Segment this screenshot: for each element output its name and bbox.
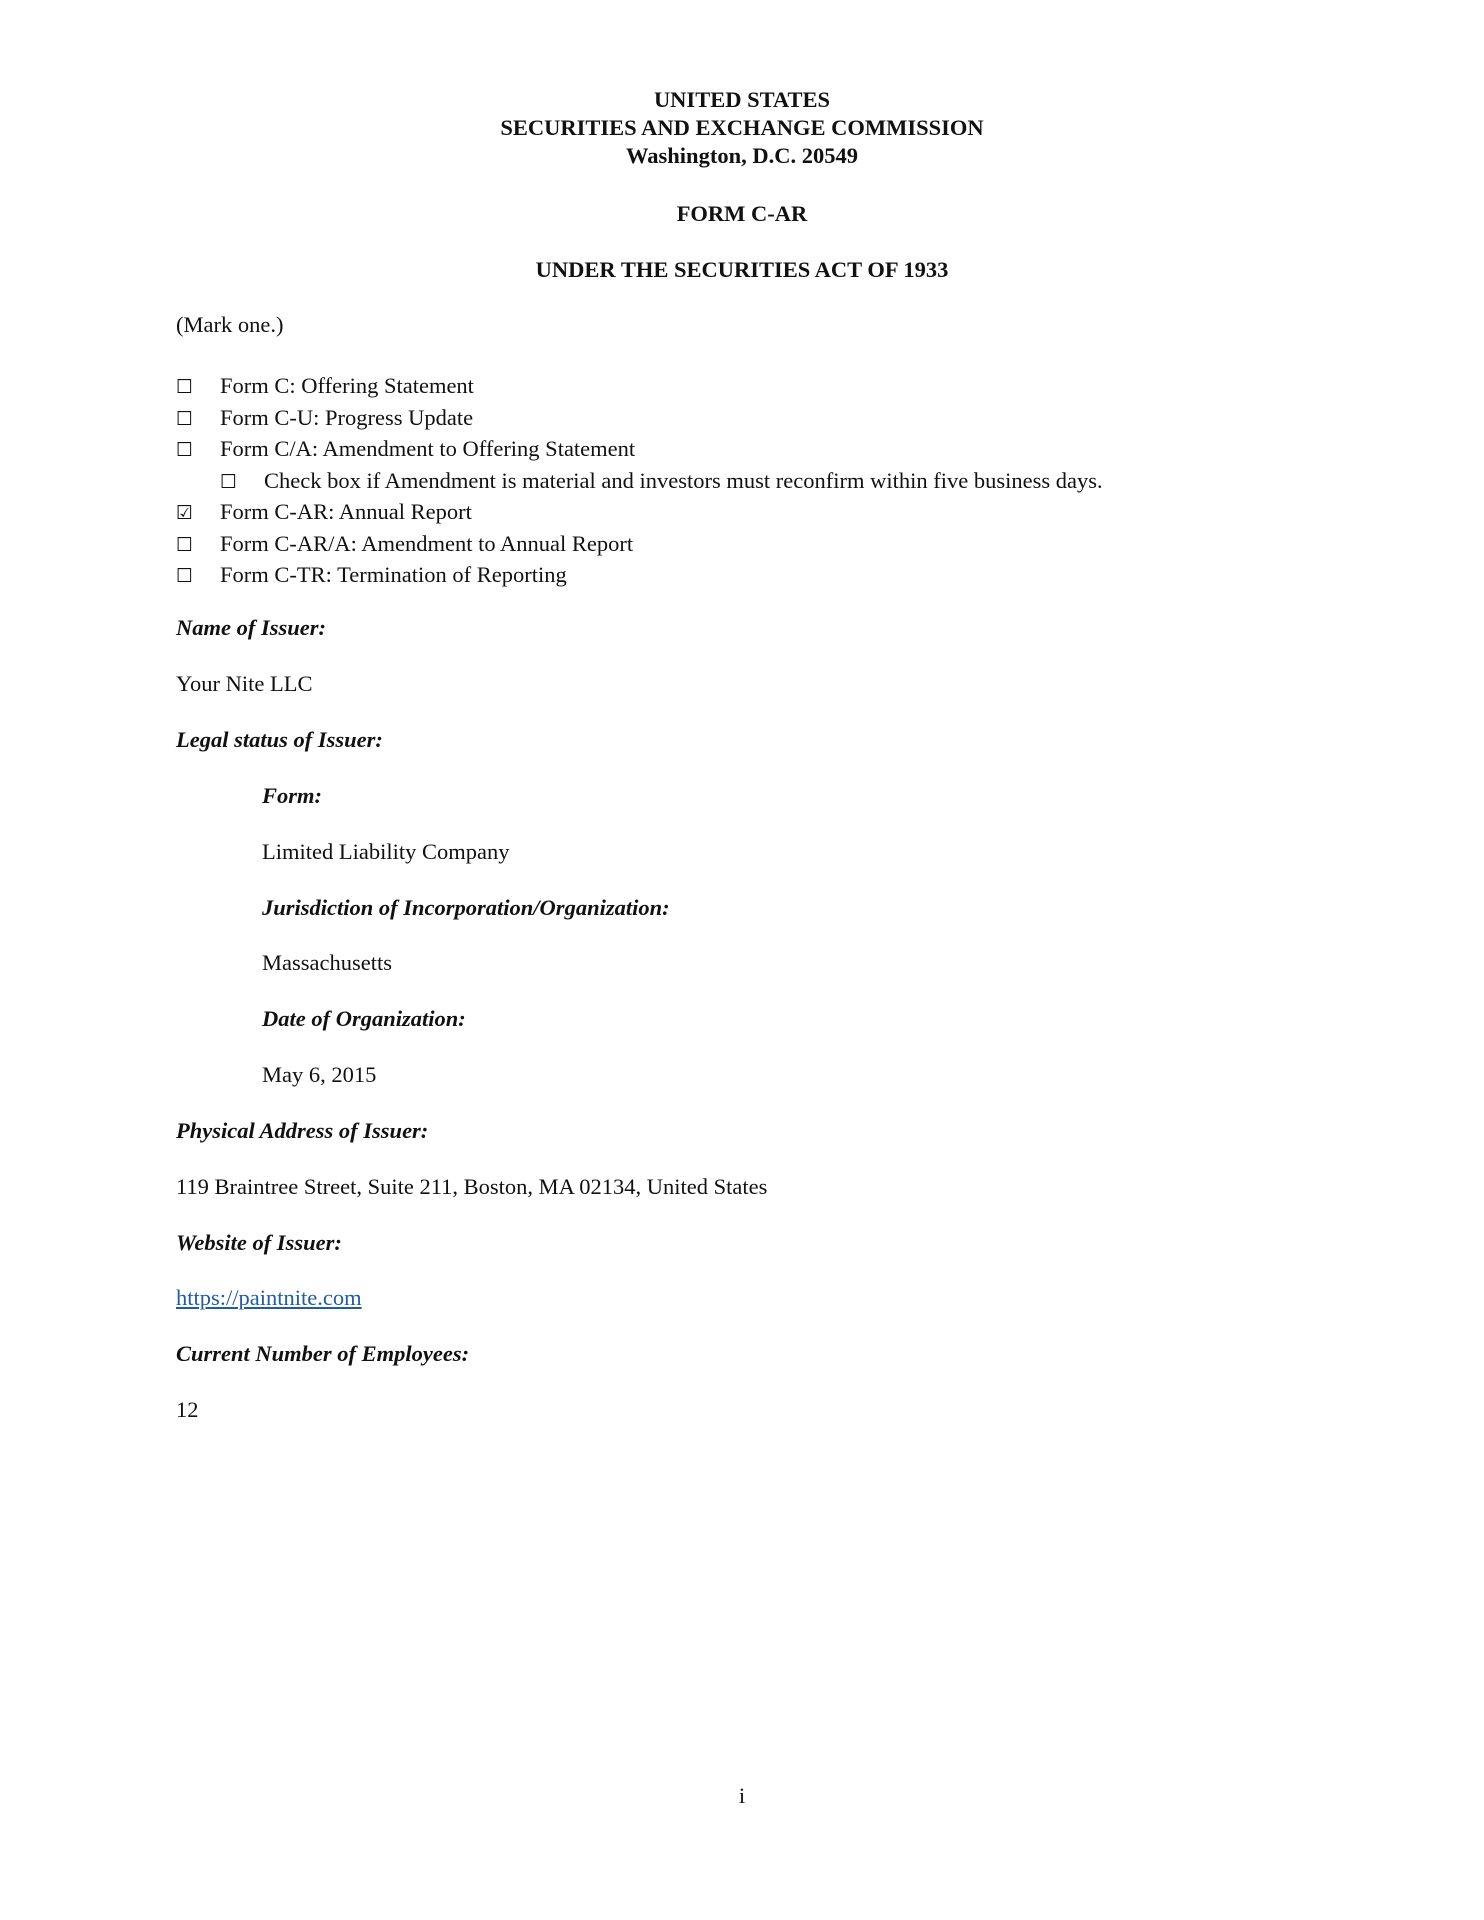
header-country: UNITED STATES: [653, 87, 831, 112]
checkbox-icon[interactable]: ☐: [176, 533, 194, 556]
option-label: Form C-AR/A: Amendment to Annual Report: [220, 530, 634, 556]
option-form-c[interactable]: [176, 370, 1326, 402]
issuer-name-label: Name of Issuer:: [176, 615, 326, 640]
checkbox-icon[interactable]: ☐: [176, 565, 194, 587]
form-type-checklist: [176, 370, 1326, 591]
option-form-c-a[interactable]: [176, 433, 1326, 465]
option-label: Check box if Amendment is material and investors must reconfirm within five business days.: [264, 467, 1103, 493]
checked-checkbox-icon[interactable]: ☑: [176, 502, 194, 524]
checkbox-icon[interactable]: ☐: [176, 376, 194, 398]
option-material-amendment[interactable]: [176, 465, 1326, 497]
physical-address: 119 Braintree Street, Suite 211, Boston, MA 02134, United States: [176, 1174, 768, 1199]
option-label: Form C-TR: Termination of Reporting: [220, 562, 567, 587]
date-of-organization: May 6, 2015: [262, 1062, 377, 1087]
mark-one-instruction: (Mark one.): [176, 312, 284, 337]
header-address: Washington, D.C. 20549: [626, 143, 858, 168]
date-of-organization-label: Date of Organization:: [262, 1006, 466, 1031]
checkbox-icon[interactable]: ☐: [176, 439, 194, 461]
issuer-name: Your Nite LLC: [176, 671, 313, 696]
form-title: FORM C-AR: [676, 201, 808, 226]
option-label: Form C/A: Amendment to Offering Statement: [220, 436, 636, 461]
option-form-c-tr[interactable]: [176, 559, 1326, 591]
option-label: Form C-AR: Annual Report: [220, 499, 472, 524]
agency-header: [0, 86, 1484, 170]
header-agency: SECURITIES AND EXCHANGE COMMISSION: [500, 115, 984, 140]
form-label: Form:: [262, 783, 323, 808]
jurisdiction: Massachusetts: [262, 950, 392, 975]
page-number: i: [738, 1783, 746, 1808]
option-label: Form C: Offering Statement: [220, 373, 474, 398]
option-form-c-ar[interactable]: [176, 496, 1326, 528]
website-link[interactable]: https://paintnite.com: [176, 1285, 362, 1310]
employees-label: Current Number of Employees:: [176, 1341, 470, 1366]
employee-count: 12: [176, 1397, 199, 1422]
website-label: Website of Issuer:: [176, 1230, 342, 1255]
checkbox-icon[interactable]: ☐: [220, 470, 238, 493]
legal-form: Limited Liability Company: [262, 839, 510, 864]
jurisdiction-label: Jurisdiction of Incorporation/Organization:: [262, 895, 670, 920]
checkbox-icon[interactable]: ☐: [176, 407, 194, 430]
physical-address-label: Physical Address of Issuer:: [176, 1118, 429, 1143]
option-form-c-u[interactable]: [176, 402, 1326, 434]
act-title: UNDER THE SECURITIES ACT OF 1933: [535, 257, 949, 282]
option-form-c-ar-a[interactable]: [176, 528, 1326, 560]
option-label: Form C-U: Progress Update: [220, 404, 474, 430]
legal-status-label: Legal status of Issuer:: [176, 727, 383, 752]
